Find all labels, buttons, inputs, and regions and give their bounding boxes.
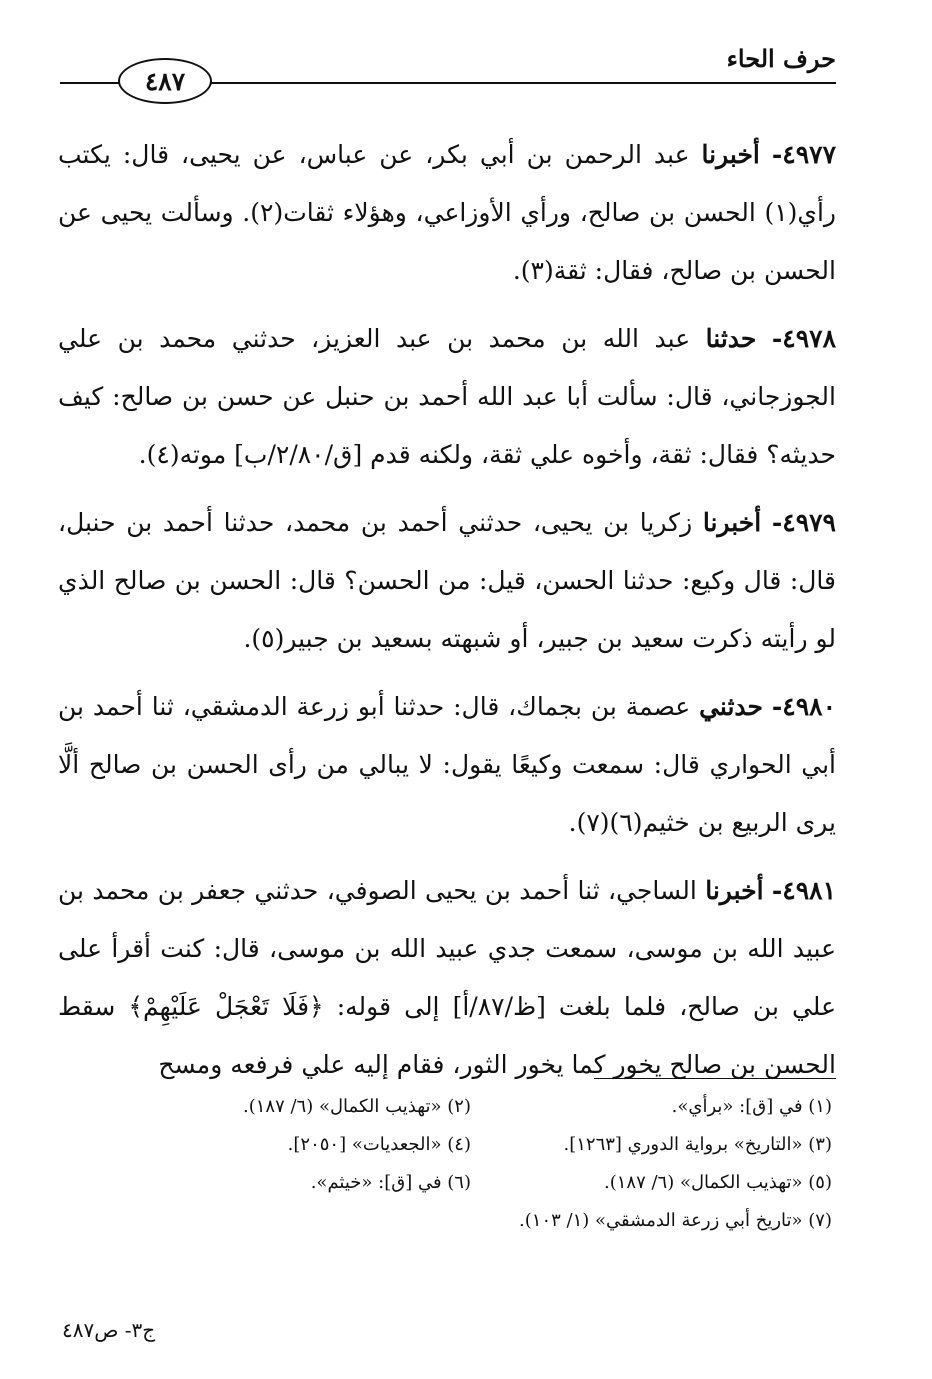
hadith-entry (58, 494, 836, 668)
hadith-entry (58, 126, 836, 300)
entry-text: الساجي، ثنا أحمد بن يحيى الصوفي، حدثني جعفر بن محمد بن عبيد الله بن موسى، سمعت جدي عبيد الله بن موسى، قال: كنت أقرأ على علي بن صالح، فلما بلغت [ظ/٨٧/أ] إلى قوله: ﴿فَلَا تَعْجَلْ عَلَيْهِمْ﴾ سقط الحسن بن صالح يخور كما يخور الثور، فقام إليه علي فرفعه ومسح (58, 876, 837, 1079)
hadith-entry (58, 678, 836, 852)
footnote: (٥) «تهذيب الكمال» (٦/ ١٨٧). (603, 1172, 832, 1193)
entry-number: ٤٩٧٧- (771, 140, 836, 169)
footnote: (٤) «الجعديات» [٢٠٥٠]. (287, 1134, 471, 1155)
entry-number: ٤٩٨١- (771, 876, 836, 905)
entry-keyword: أخبرنا (701, 140, 760, 169)
entry-keyword: أخبرنا (705, 876, 764, 905)
footnote: (٧) «تاريخ أبي زرعة الدمشقي» (١/ ١٠٣). (519, 1210, 832, 1231)
entry-number: ٤٩٧٨- (771, 324, 837, 353)
footnotes (150, 1090, 832, 1238)
entry-number: ٤٩٨٠- (771, 692, 836, 721)
volume-page-marker: ج٣- ص٤٨٧ (62, 1318, 156, 1342)
hadith-entry (58, 310, 836, 484)
entry-keyword: حدثنا (705, 324, 757, 353)
running-title: حرف الحاء (726, 44, 836, 73)
footnote: (٦) في [ق]: «خيثم». (310, 1172, 471, 1193)
page-number: ٤٨٧ (144, 66, 186, 96)
entry-text: عبد الله بن محمد بن عبد العزيز، حدثني محمد بن علي الجوزجاني، قال: سألت أبا عبد الله أحمد بن حنبل عن حسن بن صالح: كيف حديثه؟ فقال: ثقة، وأخوه علي ثقة، ولكنه قدم [ق/٢/٨٠/ب] موته(٤). (58, 324, 836, 469)
entry-text: زكريا بن يحيى، حدثني أحمد بن محمد، حدثنا أحمد بن حنبل، قال: قال وكيع: حدثنا الحسن، قيل: من الحسن؟ قال: الحسن بن صالح الذي لو رأيته ذكرت سعيد بن جبير، أو شبهته بسعيد بن جبير(٥). (58, 508, 836, 653)
entry-text: عبد الرحمن بن أبي بكر، عن عباس، عن يحيى، قال: يكتب رأي(١) الحسن بن صالح، ورأي الأوزاعي، وهؤلاء ثقات(٢). وسألت يحيى عن الحسن بن صالح، فقال: ثقة(٣). (58, 140, 836, 285)
entry-text: عصمة بن بجماك، قال: حدثنا أبو زرعة الدمشقي، ثنا أحمد بن أبي الحواري قال: سمعت وكيعًا يقول: لا يبالي من رأى الحسن بن صالح ألَّا يرى الربيع بن خثيم(٦)(٧). (58, 692, 836, 837)
footnote: (٣) «التاريخ» برواية الدوري [١٢٦٣]. (563, 1134, 832, 1155)
entry-keyword: أخبرنا (702, 508, 762, 537)
main-text (58, 126, 836, 1104)
footnote: (١) في [ق]: «برأي». (671, 1096, 832, 1117)
hadith-entry (58, 862, 836, 1094)
entry-keyword: حدثني (699, 692, 763, 721)
footnote: (٢) «تهذيب الكمال» (٦/ ١٨٧). (242, 1096, 471, 1117)
footnote-rule (594, 1078, 836, 1079)
page-number-badge (118, 58, 212, 104)
entry-number: ٤٩٧٩- (771, 508, 836, 537)
